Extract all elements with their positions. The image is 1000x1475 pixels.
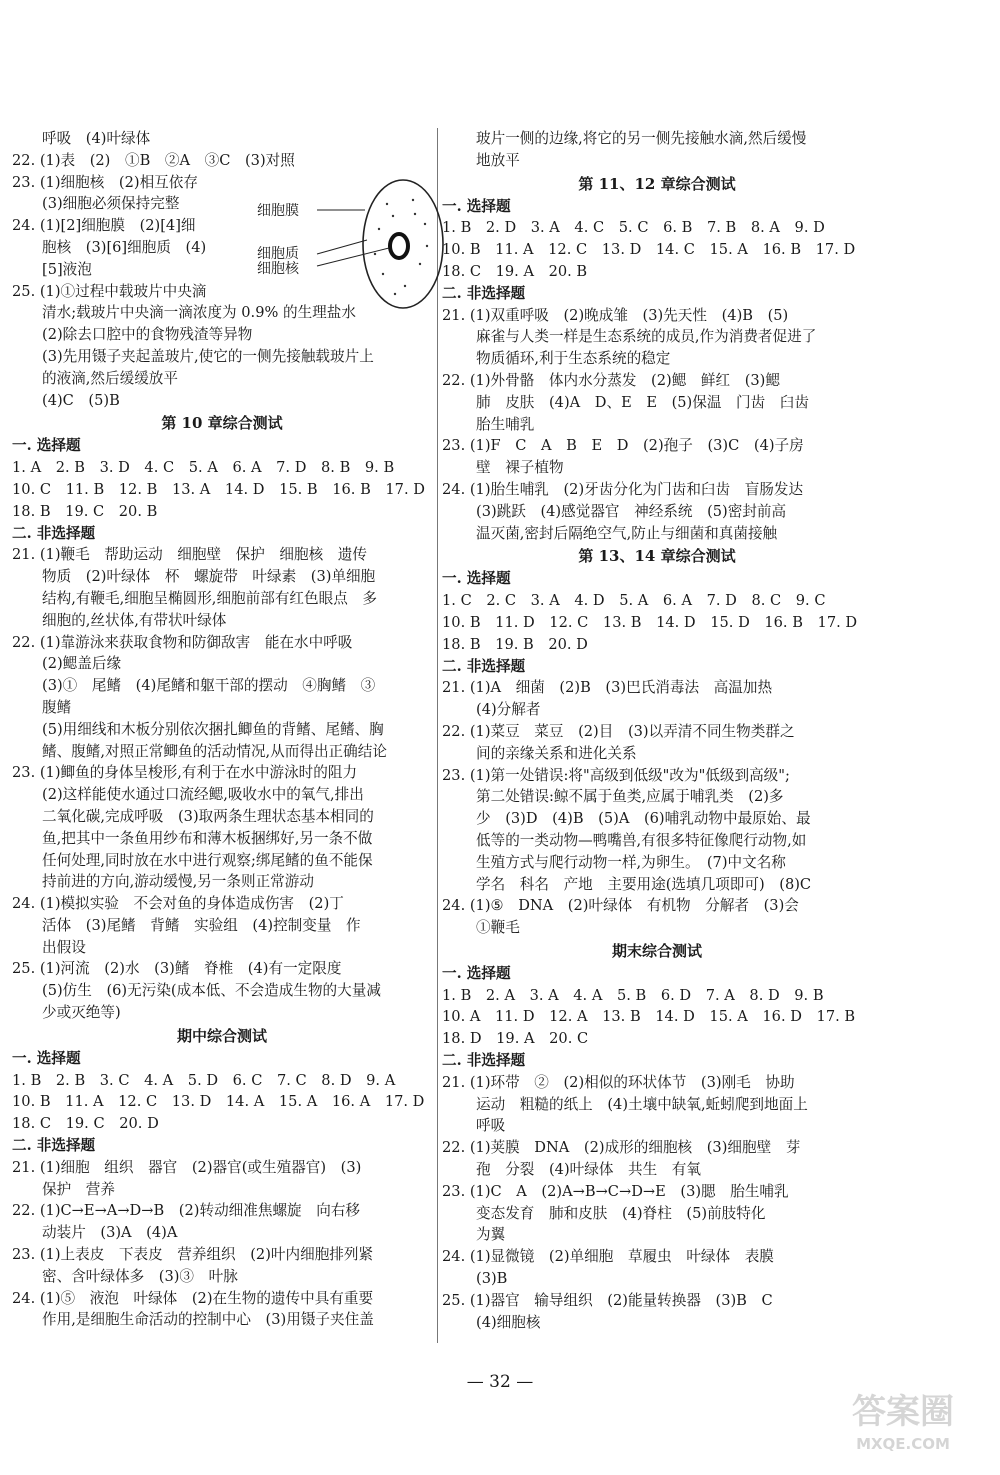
watermark-logo xyxy=(828,1379,978,1457)
answer-line: 温灭菌,密封后隔绝空气,防止与细菌和真菌接触 xyxy=(476,524,778,542)
answer-line: 孢 分裂 (4)叶绿体 共生 有氧 xyxy=(476,1161,701,1179)
page-number: — 32 — xyxy=(466,1372,534,1392)
subsection-heading: 二. 非选择题 xyxy=(442,1052,526,1070)
answer-line: 壁 裸子植物 xyxy=(476,459,564,477)
answer-line: (3)B xyxy=(476,1270,508,1288)
answer-line: 肺 皮肤 (4)A D、E E (5)保温 门齿 臼齿 xyxy=(476,393,809,411)
answer-line: 持前进的方向,游动缓慢,另一条则正常游动 xyxy=(42,873,314,891)
answer-line: (4)细胞核 xyxy=(476,1313,541,1331)
answer-line: 密、含叶绿体多 (3)③ 叶脉 xyxy=(42,1267,238,1285)
answer-line: 出假设 xyxy=(42,938,86,956)
answer-line: 保护 营养 xyxy=(42,1180,115,1198)
answer-line: 运动 粗糙的纸上 (4)土壤中缺氧,蚯蚓爬到地面上 xyxy=(476,1095,808,1113)
answer-line: 18. C 19. C 20. D xyxy=(12,1115,159,1133)
answer-line: 胎生哺乳 xyxy=(476,415,535,433)
subsection-heading: 一. 选择题 xyxy=(442,570,511,588)
answer-line: 玻片一侧的边缘,将它的另一侧先接触水滴,然后缓慢 xyxy=(476,130,807,147)
answer-line: 生殖方式与爬行动物一样,为卵生。 (7)中文名称 xyxy=(476,853,786,871)
answer-line: ①鞭毛 xyxy=(476,919,520,937)
answer-line: 1. B 2. D 3. A 4. C 5. C 6. B 7. B 8. A 9. D xyxy=(442,219,825,237)
answer-line: 23. (1)F C A B E D (2)孢子 (3)C (4)子房 xyxy=(442,437,804,455)
label-nucleus: 细胞核 xyxy=(257,261,299,277)
answer-line: (5)仿生 (6)无污染(成本低、不会造成生物的大量减 xyxy=(42,982,381,1000)
answer-line: 23. (1)C A (2)A→B→C→D→E (3)腮 胎生哺乳 xyxy=(442,1182,789,1200)
section-title: 期中综合测试 xyxy=(176,1026,267,1045)
answer-line: 二氧化碳,完成呼吸 (3)取两条生理状态基本相同的 xyxy=(42,807,374,825)
section-title: 第 13、14 章综合测试 xyxy=(578,547,736,566)
answer-line: 间的亲缘关系和进化关系 xyxy=(476,744,637,762)
answer-line: 22. (1)靠游泳来获取食物和防御敌害 能在水中呼吸 xyxy=(12,633,353,651)
answer-line: 1. B 2. A 3. A 4. A 5. B 6. D 7. A 8. D 9. B xyxy=(442,986,824,1004)
answer-line: 22. (1)外骨骼 体内水分蒸发 (2)鳃 鲜红 (3)鳃 xyxy=(442,371,780,389)
label-membrane: 细胞膜 xyxy=(257,203,299,219)
answer-line: 胞核 (3)[6]细胞质 (4) xyxy=(42,238,207,256)
answer-line: 22. (1)C→E→A→D→B (2)转动细准焦螺旋 向右移 xyxy=(12,1202,361,1220)
watermark-url: MXQE.COM xyxy=(856,1435,950,1453)
answer-line: 25. (1)器官 输导组织 (2)能量转换器 (3)B C xyxy=(442,1291,773,1309)
answer-line: 24. (1)⑤ DNA (2)叶绿体 有机物 分解者 (3)会 xyxy=(442,897,799,915)
answer-line: 低等的一类动物—鸭嘴兽,有很多特征像爬行动物,如 xyxy=(476,831,807,849)
answer-line: 麻雀与人类一样是生态系统的成员,作为消费者促进了 xyxy=(476,328,817,346)
cytoplasm-dots xyxy=(374,199,428,295)
answer-line: 23. (1)上表皮 下表皮 营养组织 (2)叶内细胞排列紧 xyxy=(12,1246,374,1264)
answer-line: (2)鳃盖后缘 xyxy=(42,655,122,673)
answer-line: 10. A 11. D 12. A 13. B 14. D 15. A 16. D 17. B xyxy=(442,1008,856,1026)
answer-line: 腹鳍 xyxy=(42,698,72,716)
answer-line: (3)先用镊子夹起盖玻片,使它的一侧先接触载玻片上 xyxy=(42,347,374,365)
answer-line: 动装片 (3)A (4)A xyxy=(42,1224,178,1242)
cell-diagram xyxy=(255,174,445,314)
answer-line: 任何处理,同时放在水中进行观察;绑尾鳍的鱼不能保 xyxy=(42,851,373,869)
answer-line: 18. B 19. C 20. B xyxy=(12,502,158,520)
answer-line: 23. (1)鲫鱼的身体呈梭形,有利于在水中游泳时的阻力 xyxy=(12,764,358,782)
answer-line: (3)细胞必须保持完整 xyxy=(42,195,180,213)
watermark-text: 答案圈 xyxy=(852,1392,954,1432)
answer-line: 18. B 19. B 20. D xyxy=(442,635,588,653)
answer-line: 21. (1)双重呼吸 (2)晚成雏 (3)先天性 (4)B (5) xyxy=(442,306,789,324)
answer-line: 22. (1)荚膜 DNA (2)成形的细胞核 (3)细胞壁 芽 xyxy=(442,1139,801,1157)
answer-line: 25. (1)河流 (2)水 (3)鳍 脊椎 (4)有一定限度 xyxy=(12,960,342,978)
answer-line: 18. D 19. A 20. C xyxy=(442,1030,589,1048)
cell-membrane-outline xyxy=(363,180,443,308)
answer-line: 活体 (3)尾鳍 背鳍 实验组 (4)控制变量 作 xyxy=(42,916,361,934)
subsection-heading: 一. 选择题 xyxy=(442,964,511,982)
answer-line: [5]液泡 xyxy=(42,260,92,278)
subsection-heading: 一. 选择题 xyxy=(12,1049,81,1067)
answer-line: 22. (1)表 (2) ①B ②A ③C (3)对照 xyxy=(12,151,295,169)
answer-line: 呼吸 xyxy=(476,1117,506,1135)
answer-line: 1. C 2. C 3. A 4. D 5. A 6. A 7. D 8. C 9. C xyxy=(442,592,826,610)
subsection-heading: 二. 非选择题 xyxy=(442,284,526,302)
answer-line: 物质循环,利于生态系统的稳定 xyxy=(476,350,671,368)
answer-line: 细胞的,丝状体,有带状叶绿体 xyxy=(42,611,227,629)
answer-line: 21. (1)细胞 组织 器官 (2)器官(或生殖器官) (3) xyxy=(12,1158,362,1176)
answer-line: (2)这样能使水通过口流经鳃,吸收水中的氧气,排出 xyxy=(42,786,364,804)
answer-line: 变态发育 肺和皮肤 (4)脊柱 (5)前肢特化 xyxy=(476,1204,766,1222)
answer-line: (5)用细线和木板分别依次捆扎鲫鱼的背鳍、尾鳍、胸 xyxy=(42,720,384,738)
cell-nucleus-shape xyxy=(390,234,408,258)
answer-line: (3)① 尾鳍 (4)尾鳍和躯干部的摆动 ④胸鳍 ③ xyxy=(42,677,376,695)
answer-line: 24. (1)胎生哺乳 (2)牙齿分化为门齿和臼齿 盲肠发达 xyxy=(442,480,804,498)
answer-line: 为翼 xyxy=(476,1226,506,1244)
answer-line: 24. (1)⑤ 液泡 叶绿体 (2)在生物的遗传中具有重要 xyxy=(12,1289,374,1307)
subsection-heading: 二. 非选择题 xyxy=(12,524,96,542)
answer-line: 鱼,把其中一条鱼用纱布和薄木板捆绑好,另一条不做 xyxy=(42,829,373,847)
answer-line: 作用,是细胞生命活动的控制中心 (3)用镊子夹住盖 xyxy=(42,1311,374,1329)
section-title: 第 11、12 章综合测试 xyxy=(578,174,736,193)
answer-line: 的液滴,然后缓缓放平 xyxy=(42,369,178,387)
answer-line: 10. B 11. A 12. C 13. D 14. A 15. A 16. A 17. D xyxy=(12,1093,425,1111)
answer-line: (3)跳跃 (4)感觉器官 神经系统 (5)密封前高 xyxy=(476,502,787,520)
right-column xyxy=(442,128,872,1333)
answer-line: 第二处错误:鲸不属于鱼类,应属于哺乳类 (2)多 xyxy=(476,788,784,806)
answer-line: 鳍、腹鳍,对照正常鲫鱼的活动情况,从而得出正确结论 xyxy=(42,742,387,760)
answer-line: 24. (1)显微镜 (2)单细胞 草履虫 叶绿体 表膜 xyxy=(442,1248,774,1266)
answer-line: 少或灭绝等) xyxy=(42,1004,121,1022)
subsection-heading: 一. 选择题 xyxy=(12,437,81,455)
answer-line: 呼吸 (4)叶绿体 xyxy=(42,130,151,147)
answer-line: 少 (3)D (4)B (5)A (6)哺乳动物中最原始、最 xyxy=(476,810,811,828)
answer-line: 23. (1)第一处错误:将"高级到低级"改为"低级到高级"; xyxy=(442,766,790,784)
answer-line: 学名 科名 产地 主要用途(选填几项即可) (8)C xyxy=(476,875,812,893)
subsection-heading: 二. 非选择题 xyxy=(12,1137,96,1155)
answer-line: 1. B 2. B 3. C 4. A 5. D 6. C 7. C 8. D 9. A xyxy=(12,1071,396,1089)
answer-line: 21. (1)鞭毛 帮助运动 细胞壁 保护 细胞核 遗传 xyxy=(12,546,367,564)
answer-line: 24. (1)[2]细胞膜 (2)[4]细 xyxy=(12,217,196,235)
answer-line: 25. (1)①过程中载玻片中央滴 xyxy=(12,282,207,300)
answer-line: 21. (1)环带 ② (2)相似的环状体节 (3)刚毛 协助 xyxy=(442,1073,795,1091)
answer-line: 10. C 11. B 12. B 13. A 14. D 15. B 16. B 17. D xyxy=(12,480,425,498)
section-title: 第 10 章综合测试 xyxy=(161,414,283,433)
answer-line: 24. (1)模拟实验 不会对鱼的身体造成伤害 (2)丁 xyxy=(12,895,344,913)
answer-line: 10. B 11. D 12. C 13. B 14. D 15. D 16. B 17. D xyxy=(442,613,858,631)
answer-line: 21. (1)A 细菌 (2)B (3)巴氏消毒法 高温加热 xyxy=(442,679,773,697)
answer-line: 清水;载玻片中央滴一滴浓度为 0.9% 的生理盐水 xyxy=(42,304,356,322)
answer-line: 1. A 2. B 3. D 4. C 5. A 6. A 7. D 8. B 9. B xyxy=(12,459,395,477)
answer-line: 物质 (2)叶绿体 杯 螺旋带 叶绿素 (3)单细胞 xyxy=(42,568,376,586)
answer-line: (4)C (5)B xyxy=(42,391,120,409)
label-cytoplasm: 细胞质 xyxy=(257,246,299,262)
subsection-heading: 一. 选择题 xyxy=(442,197,511,215)
answer-line: 22. (1)菜豆 菜豆 (2)目 (3)以弄清不同生物类群之 xyxy=(442,722,795,740)
answer-line: 23. (1)细胞核 (2)相互依存 xyxy=(12,173,198,191)
answer-line: 10. B 11. A 12. C 13. D 14. C 15. A 16. B 17. D xyxy=(442,241,856,259)
answer-line: 地放平 xyxy=(476,151,520,169)
answer-line: (4)分解者 xyxy=(476,701,541,719)
answer-line: (2)除去口腔中的食物残渣等异物 xyxy=(42,326,253,344)
section-title: 期末综合测试 xyxy=(611,941,702,960)
subsection-heading: 二. 非选择题 xyxy=(442,657,526,675)
answer-line: 18. C 19. A 20. B xyxy=(442,262,588,280)
answer-line: 结构,有鞭毛,细胞呈椭圆形,细胞前部有红色眼点 多 xyxy=(42,589,377,607)
